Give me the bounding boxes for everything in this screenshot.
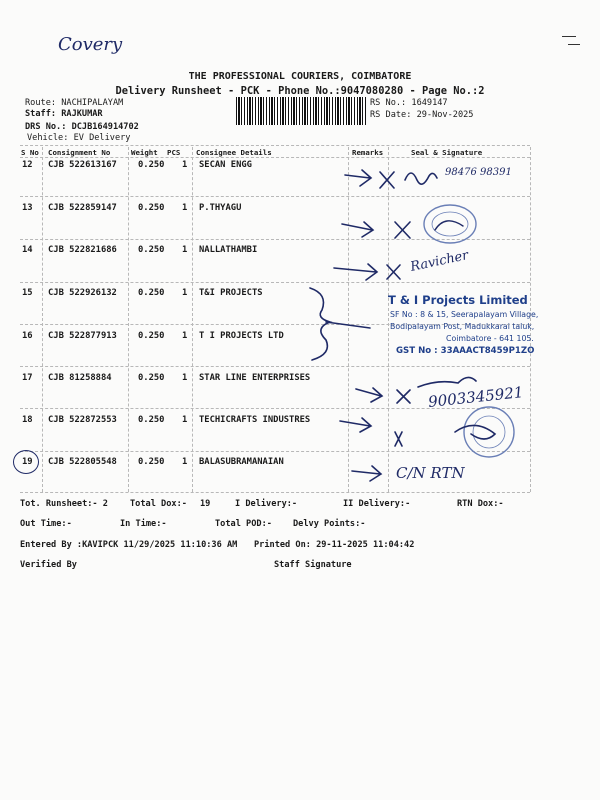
- staff: Staff: RAJKUMAR: [25, 109, 103, 119]
- seal-stamp: [464, 407, 514, 457]
- row-weight: 0.250: [138, 457, 165, 467]
- route: Route: NACHIPALAYAM: [25, 98, 124, 108]
- row-sno: 19: [22, 457, 33, 467]
- row-consignee: T I PROJECTS LTD: [199, 331, 284, 341]
- rs-number: RS No.: 1649147: [370, 98, 448, 108]
- cross-mark: [387, 265, 400, 279]
- document-title: THE PROFESSIONAL COURIERS, COIMBATORE: [188, 71, 412, 82]
- row-sno: 18: [22, 415, 33, 425]
- ii-delivery: II Delivery:-: [343, 499, 411, 509]
- header-pcs: PCS: [167, 148, 181, 157]
- row-consignee: NALLATHAMBI: [199, 245, 258, 255]
- row-consignee: SECAN ENGG: [199, 160, 252, 170]
- rtn-dox: RTN Dox:-: [457, 499, 504, 509]
- row12-signature-text: 98476 98391: [445, 167, 512, 178]
- total-dox-label: Total Dox:-: [130, 499, 187, 509]
- stamp-gst: GST No : 33AAACT8459P1ZO: [396, 346, 535, 356]
- row-weight: 0.250: [138, 203, 165, 213]
- row-sno: 13: [22, 203, 33, 213]
- header-weight: Weight: [131, 148, 158, 157]
- entered-by: Entered By :KAVIPCK 11/29/2025 11:10:36 AM: [20, 540, 238, 550]
- row-consignment: CJB 522859147: [48, 203, 117, 213]
- header-remarks: Remarks: [352, 148, 384, 157]
- arrow-icon: [345, 170, 371, 186]
- delvy-points: Delvy Points:-: [293, 519, 366, 529]
- row-consignment: CJB 522877913: [48, 331, 117, 341]
- row-pcs: 1: [182, 457, 188, 467]
- row-weight: 0.250: [138, 245, 165, 255]
- total-dox-value: 19: [200, 499, 211, 509]
- row-sno: 14: [22, 245, 33, 255]
- handwritten-note: Covery: [58, 34, 123, 55]
- row-sno: 16: [22, 331, 33, 341]
- row-pcs: 1: [182, 331, 188, 341]
- row19-remark-text: C/N RTN: [396, 464, 465, 482]
- row-sno: 15: [22, 288, 33, 298]
- stamp-address-line: SF No : 8 & 15, Seerapalayam Village,: [390, 310, 539, 319]
- row-consignee: T&I PROJECTS: [199, 288, 263, 298]
- row-weight: 0.250: [138, 331, 165, 341]
- row-consignment: CJB 522805548: [48, 457, 117, 467]
- cross-mark: [395, 222, 410, 238]
- header-sno: S No: [21, 148, 39, 157]
- stamp-address-line: Bodipalayam Post, Madukkarai taluk,: [390, 322, 535, 331]
- row-consignment: CJB 81258884: [48, 373, 112, 383]
- row-pcs: 1: [182, 160, 188, 170]
- drs-number: DRS No.: DCJB164914702: [25, 122, 139, 132]
- row-pcs: 1: [182, 245, 188, 255]
- bracket-mark: [310, 288, 330, 360]
- arrow-icon: [342, 222, 373, 237]
- staff-signature-label: Staff Signature: [274, 560, 352, 570]
- total-pod: Total POD:-: [215, 519, 272, 529]
- cross-mark: [395, 432, 402, 446]
- vehicle: Vehicle: EV Delivery: [27, 133, 131, 143]
- document-subtitle: Delivery Runsheet - PCK - Phone No.:9047080280 - Page No.:2: [115, 85, 485, 97]
- header-consignee: Consignee Details: [196, 148, 272, 157]
- row-consignee: BALASUBRAMANAIAN: [199, 457, 284, 467]
- total-runsheet: Tot. Runsheet:- 2: [20, 499, 108, 509]
- row14-signature-text: Ravicher: [409, 248, 470, 275]
- row-sno: 12: [22, 160, 33, 170]
- cross-mark: [380, 172, 394, 188]
- row-pcs: 1: [182, 288, 188, 298]
- row-consignment: CJB 522821686: [48, 245, 117, 255]
- row-pcs: 1: [182, 373, 188, 383]
- arrow-icon: [352, 466, 381, 481]
- row-weight: 0.250: [138, 415, 165, 425]
- rs-date: RS Date: 29-Nov-2025: [370, 110, 474, 120]
- row-weight: 0.250: [138, 373, 165, 383]
- arrow-icon: [334, 264, 377, 280]
- i-delivery: I Delivery:-: [235, 499, 298, 509]
- arrow-icon: [340, 418, 371, 432]
- arrow-icon: [356, 388, 382, 402]
- row-weight: 0.250: [138, 288, 165, 298]
- header-consignment: Consignment No: [48, 148, 111, 157]
- header-seal: Seal & Signature: [411, 148, 483, 157]
- cross-mark: [397, 390, 410, 403]
- stamp-address-line: Coimbatore - 641 105.: [446, 334, 534, 343]
- row-consignment: CJB 522613167: [48, 160, 117, 170]
- row-weight: 0.250: [138, 160, 165, 170]
- row-consignee: STAR LINE ENTERPRISES: [199, 373, 311, 383]
- out-time: Out Time:-: [20, 519, 72, 529]
- printed-on: Printed On: 29-11-2025 11:04:42: [254, 540, 415, 550]
- row17-signature-text: 9003345921: [427, 383, 525, 411]
- signature-scribble: [405, 173, 437, 184]
- row-consignment: CJB 522926132: [48, 288, 117, 298]
- in-time: In Time:-: [120, 519, 167, 529]
- row-pcs: 1: [182, 415, 188, 425]
- verified-by: Verified By: [20, 560, 77, 570]
- stamp-company-name: T & I Projects Limited: [388, 293, 528, 307]
- row-sno: 17: [22, 373, 33, 383]
- row-consignment: CJB 522872553: [48, 415, 117, 425]
- row-consignee: P.THYAGU: [199, 203, 242, 213]
- row-pcs: 1: [182, 203, 188, 213]
- row-consignee: TECHICRAFTS INDUSTRES: [199, 415, 311, 425]
